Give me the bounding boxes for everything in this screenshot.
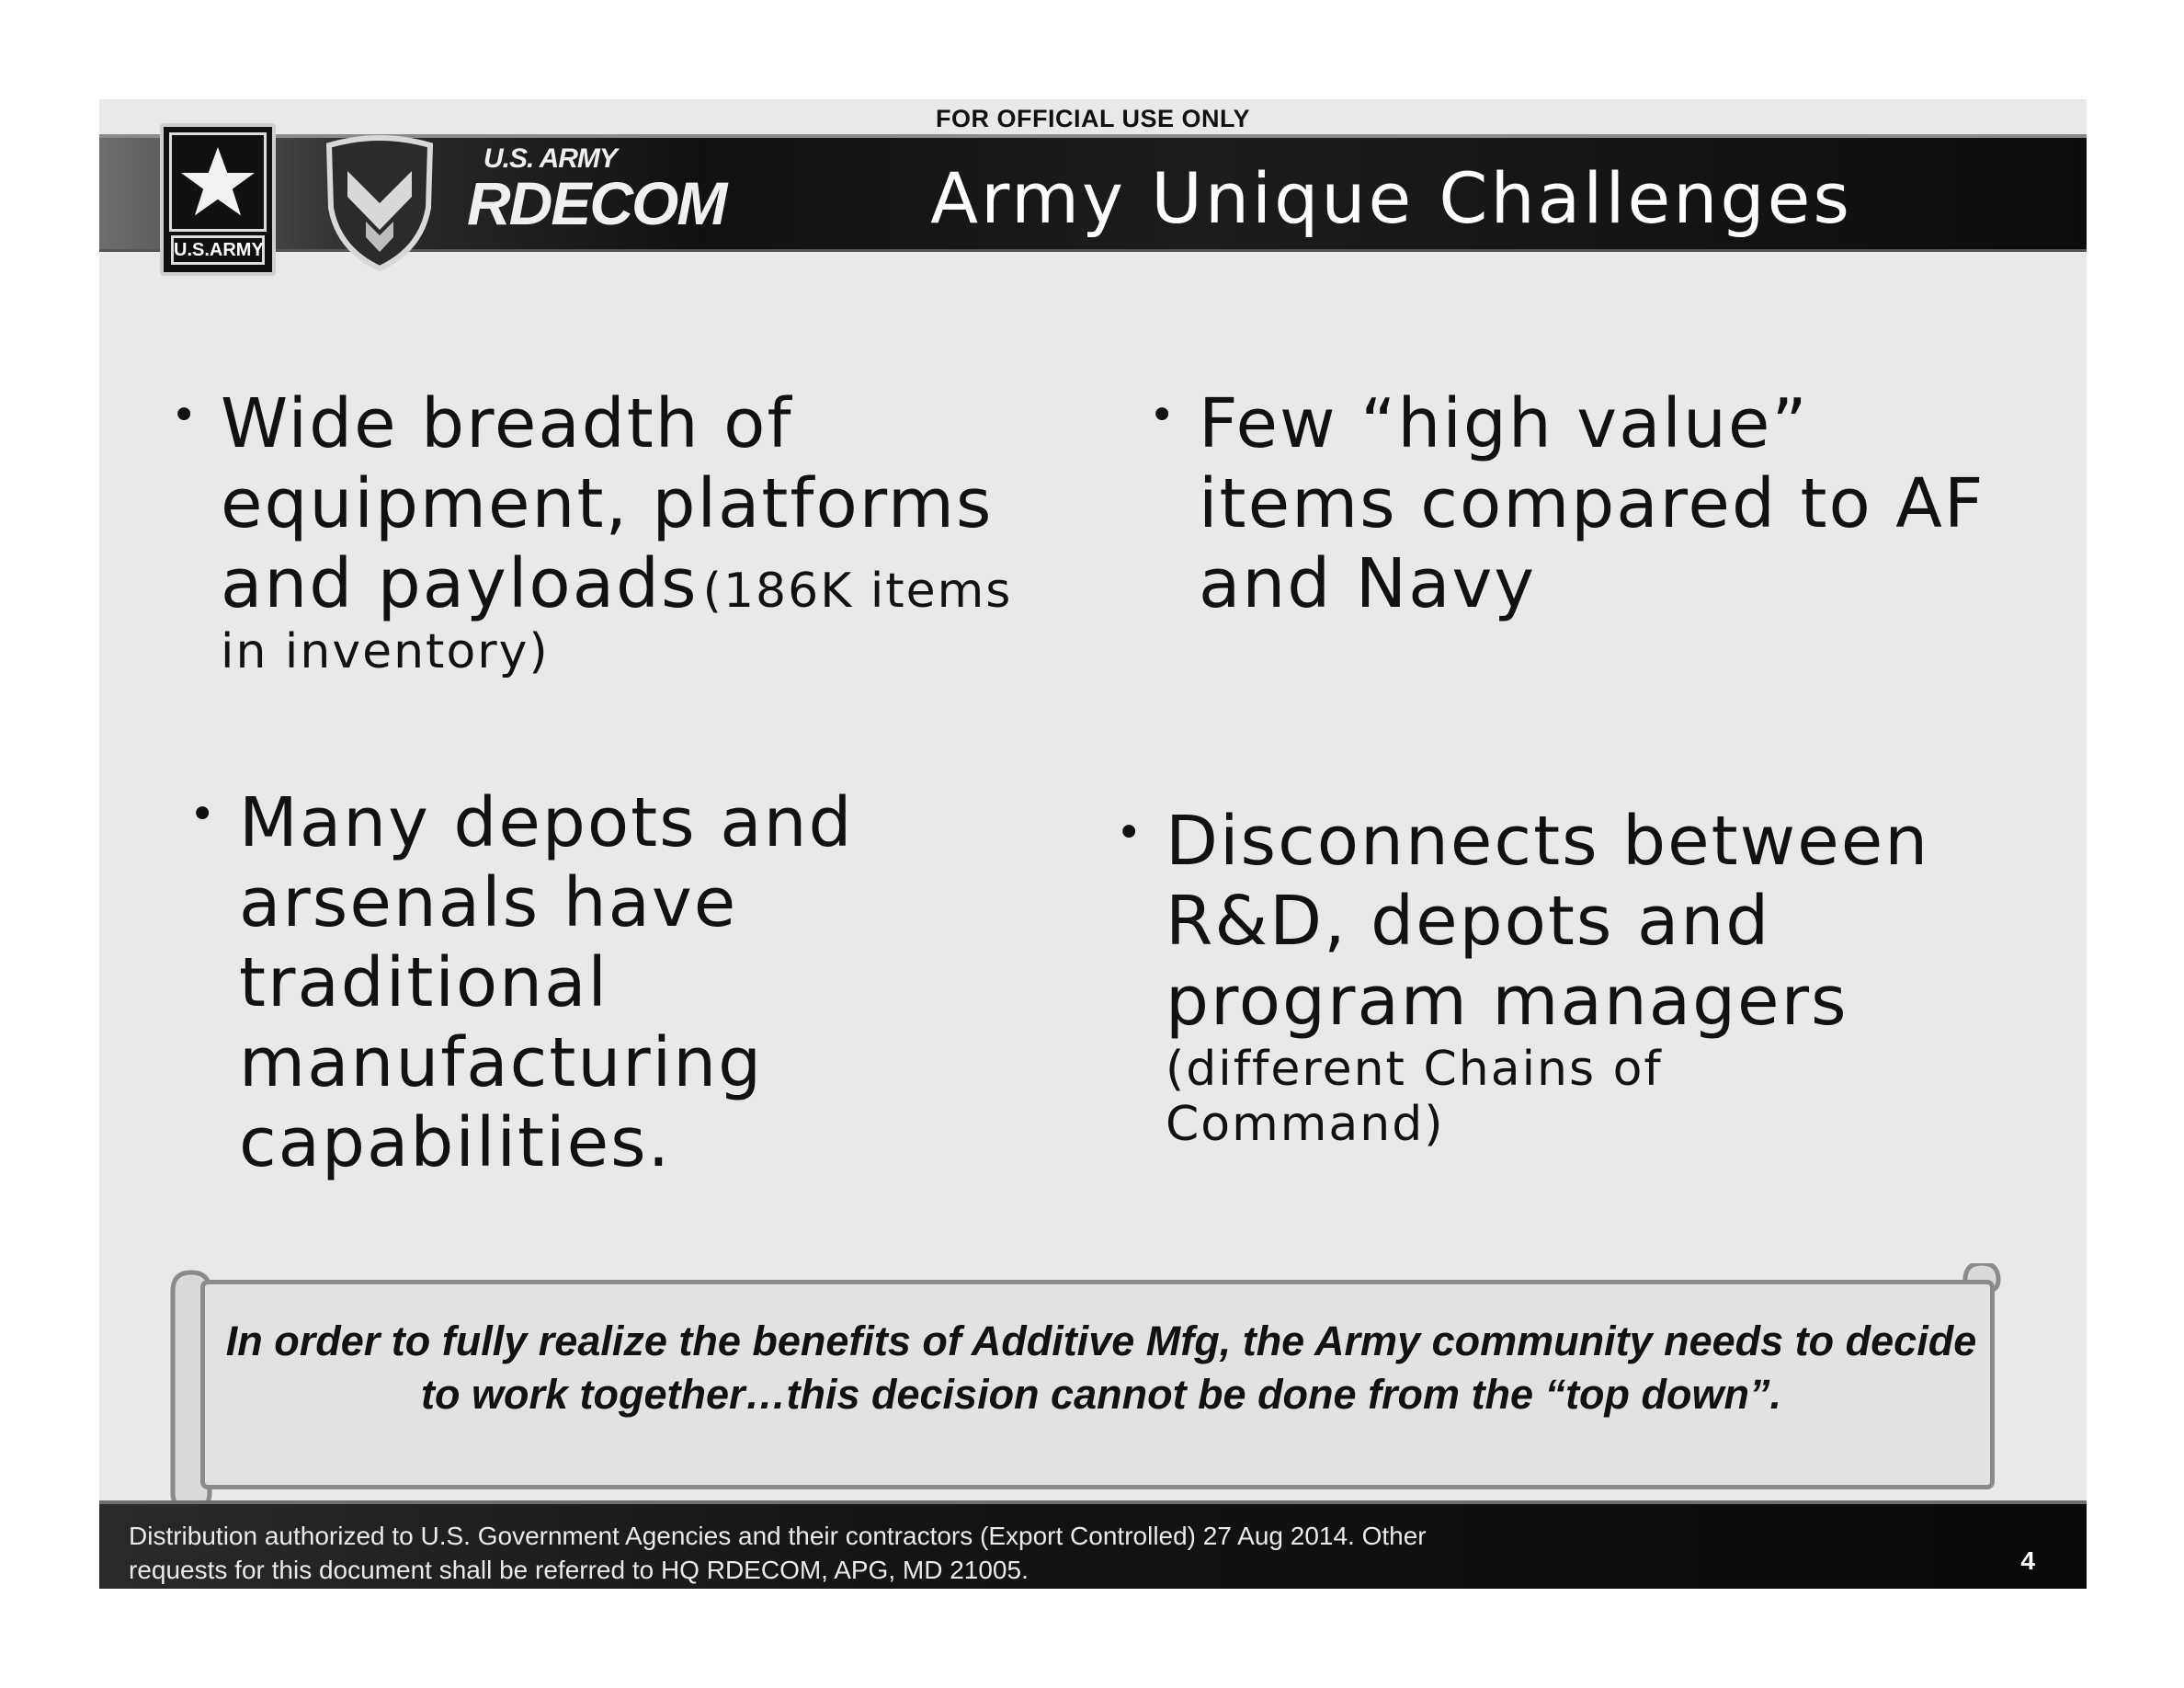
bullet-2-main: Few “high value” items compared to AF and Navy <box>1199 384 1985 623</box>
bullet-1-sub: (186K items in inventory) <box>221 564 1013 679</box>
bullet-4-sub: (different Chains of Command) <box>1166 1042 1663 1152</box>
slide <box>99 99 2087 1589</box>
rdecom-usarmy-text: U.S. ARMY <box>483 143 617 174</box>
bullet-2 <box>1149 384 2026 624</box>
slide-title: Army Unique Challenges <box>930 157 1852 239</box>
rdecom-logo <box>467 143 726 237</box>
classification-banner: FOR OFFICIAL USE ONLY <box>935 105 1251 132</box>
footer-bar <box>99 1500 2087 1589</box>
page-number: 4 <box>2020 1546 2035 1575</box>
star-icon <box>172 135 264 229</box>
army-logo-text: U.S.ARMY <box>171 235 265 265</box>
army-star-logo <box>160 123 276 276</box>
rdecom-name-text: RDECOM <box>467 169 726 237</box>
bullet-1-main: Wide breadth of equipment, platforms and payloads <box>221 384 994 623</box>
callout-scroll <box>164 1263 2002 1511</box>
callout-text: In order to fully realize the benefits of Additive Mfg, the Army community needs to decide to work together…this decision cannot be done from the “top down”. <box>225 1317 1977 1418</box>
bullet-dot: • <box>189 789 216 840</box>
bullet-4-main: Disconnects between R&D, depots and program managers <box>1166 802 1930 1041</box>
bullet-4 <box>1116 802 1974 1152</box>
bullet-dot: • <box>1116 807 1143 859</box>
bullet-3-main: Many depots and arsenals have traditional manufacturing capabilities. <box>239 783 854 1182</box>
bullet-3 <box>189 783 882 1183</box>
bullet-1 <box>171 384 1029 679</box>
army-star-frame <box>169 132 267 232</box>
bullet-dot: • <box>171 390 198 441</box>
bullet-dot: • <box>1149 390 1176 441</box>
distribution-statement: Distribution authorized to U.S. Government Agencies and their contractors (Export Controlled) 27 Aug 2014. Other requests for this document shall be referred to HQ RDECOM, APG, MD 21005. <box>129 1522 1427 1584</box>
rdecom-shield-icon <box>320 134 439 272</box>
